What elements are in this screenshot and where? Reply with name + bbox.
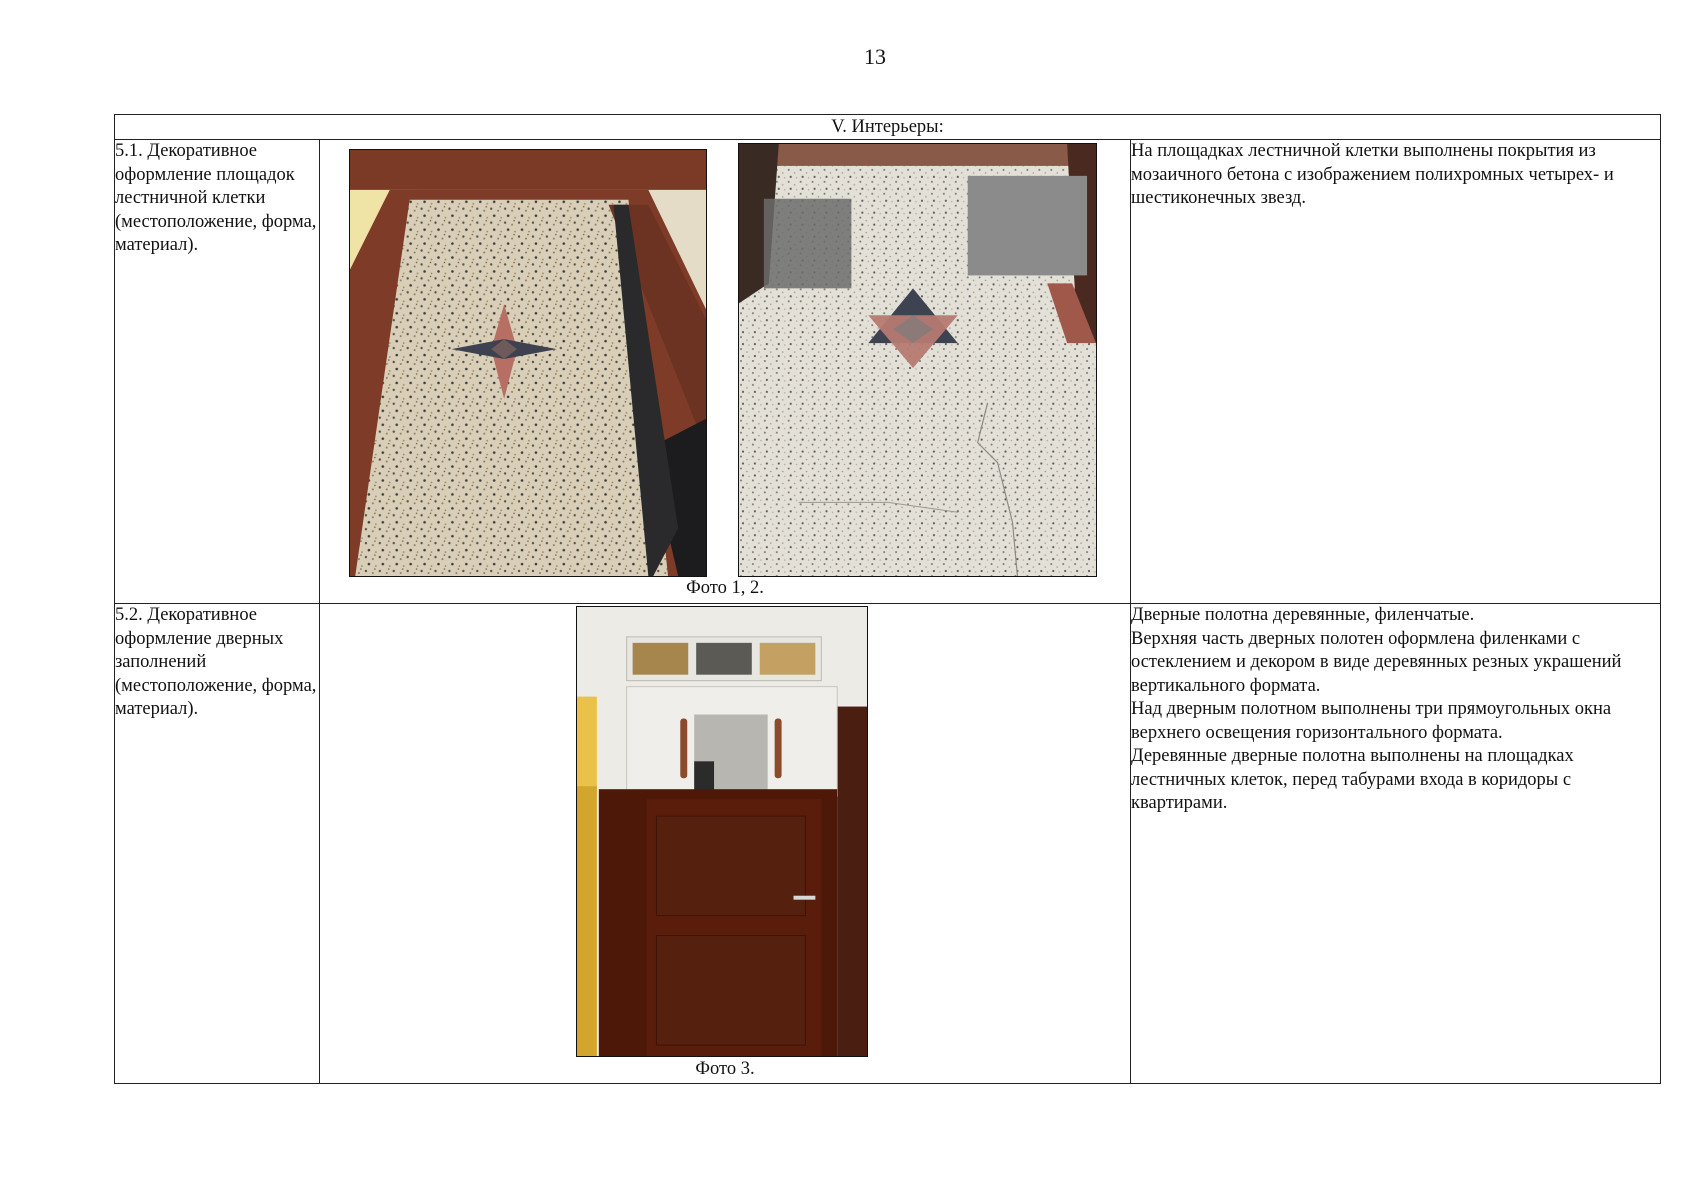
terrazzo-floor-six-point-star-photo [738, 143, 1097, 577]
description-paragraph: Над дверным полотном выполнены три прямоугольных окна верхнего освещения горизонтального формата. [1131, 699, 1612, 743]
page-number: 13 [864, 44, 886, 69]
description-paragraph: Верхняя часть дверных полотен оформлена филенками с остеклением и декором в виде деревянных резных украшений вертикального формата. [1131, 628, 1622, 696]
description-paragraph: На площадках лестничной клетки выполнены покрытия из мозаичного бетона с изображением полихромных четырех- и шестиконечных звезд. [1131, 141, 1614, 208]
table-row [115, 140, 1661, 604]
photo-caption: Фото 3. [695, 1059, 755, 1079]
section-title: V. Интерьеры: [115, 115, 1661, 140]
row-label: 5.1. Декоративное оформление площадок лестничной клетки (местоположение, форма, материал). [115, 140, 320, 604]
photo-cell [320, 604, 1131, 1084]
description-cell [1131, 604, 1661, 1084]
description-paragraph: Дверные полотна деревянные, филенчатые. [1131, 605, 1475, 625]
description-cell [1131, 140, 1661, 604]
row-label: 5.2. Декоративное оформление дверных заполнений (местоположение, форма, материал). [115, 604, 320, 1084]
interiors-table [114, 114, 1661, 1084]
description-paragraph: Деревянные дверные полотна выполнены на площадках лестничных клеток, перед табурами входа в коридоры с квартирами. [1131, 746, 1574, 813]
wooden-panel-door-photo [576, 606, 868, 1057]
terrazzo-floor-four-point-star-photo [349, 149, 707, 577]
photo-cell [320, 140, 1131, 604]
photo-caption: Фото 1, 2. [686, 578, 764, 598]
table-row [115, 604, 1661, 1084]
